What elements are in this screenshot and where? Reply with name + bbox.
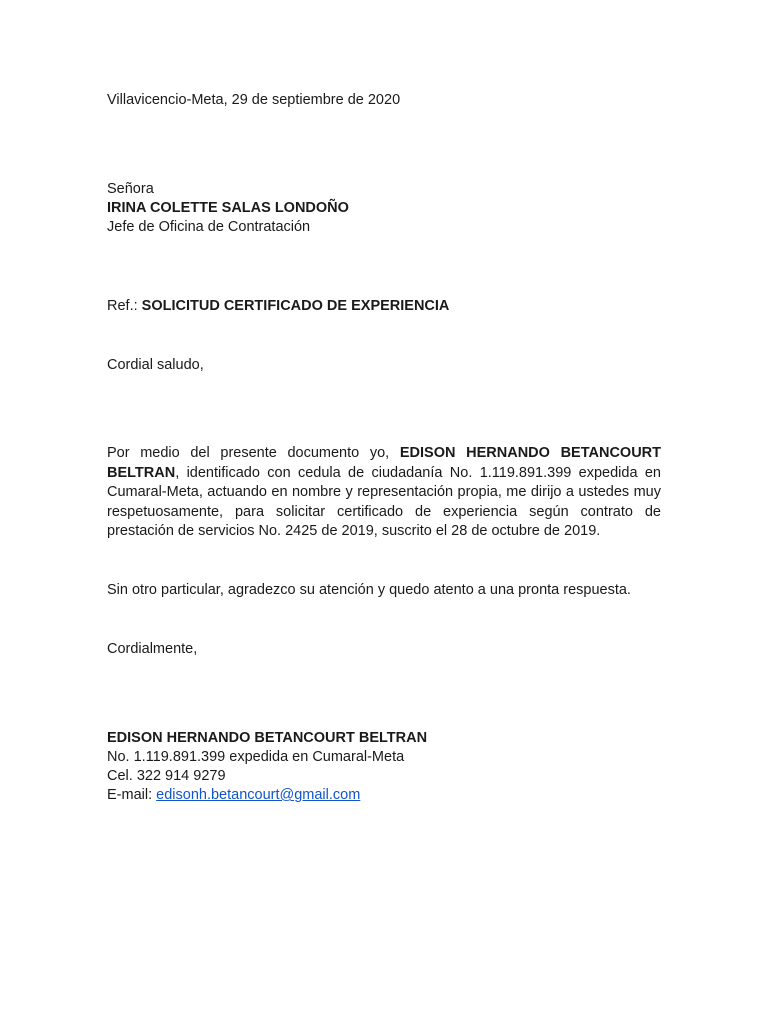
email-link[interactable]: edisonh.betancourt@gmail.com bbox=[156, 787, 361, 803]
reference-line bbox=[107, 297, 449, 317]
signature-id-line: No. 1.119.891.399 expedida en Cumaral-Meta bbox=[107, 749, 405, 765]
greeting: Cordial saludo, bbox=[107, 357, 204, 373]
closing-paragraph: Sin otro particular, agradezco su atención y quedo atento a una pronta respuesta. bbox=[107, 582, 631, 598]
body-rest: , identificado con cedula de ciudadanía No. 1.119.891.399 expedida en Cumaral-Meta, actuando en nombre y representación propia, me dirijo a ustedes muy respetuosamente, para solicitar certificado de experiencia según contrato de prestación de servicios No. 2425 de 2019, suscrito el 28 de octubre de 2019. bbox=[107, 464, 661, 539]
sign-off: Cordialmente, bbox=[107, 641, 198, 657]
date-line: Villavicencio-Meta, 29 de septiembre de 2020 bbox=[107, 92, 401, 108]
signature-phone-line: Cel. 322 914 9279 bbox=[107, 768, 226, 784]
body-sender-name: EDISON HERNANDO BETANCOURT BELTRAN bbox=[107, 445, 661, 481]
reference-label: Ref.: bbox=[107, 298, 138, 314]
body-intro: Por medio del presente documento yo, bbox=[107, 445, 390, 461]
signature-email-line bbox=[107, 786, 360, 806]
recipient-position: Jefe de Oficina de Contratación bbox=[107, 219, 311, 235]
email-label: E-mail: bbox=[107, 787, 153, 803]
recipient-name: IRINA COLETTE SALAS LONDOÑO bbox=[107, 200, 349, 216]
signature-name: EDISON HERNANDO BETANCOURT BELTRAN bbox=[107, 730, 428, 746]
body-paragraph bbox=[107, 444, 661, 542]
reference-subject: SOLICITUD CERTIFICADO DE EXPERIENCIA bbox=[141, 298, 450, 314]
recipient-title: Señora bbox=[107, 181, 154, 197]
